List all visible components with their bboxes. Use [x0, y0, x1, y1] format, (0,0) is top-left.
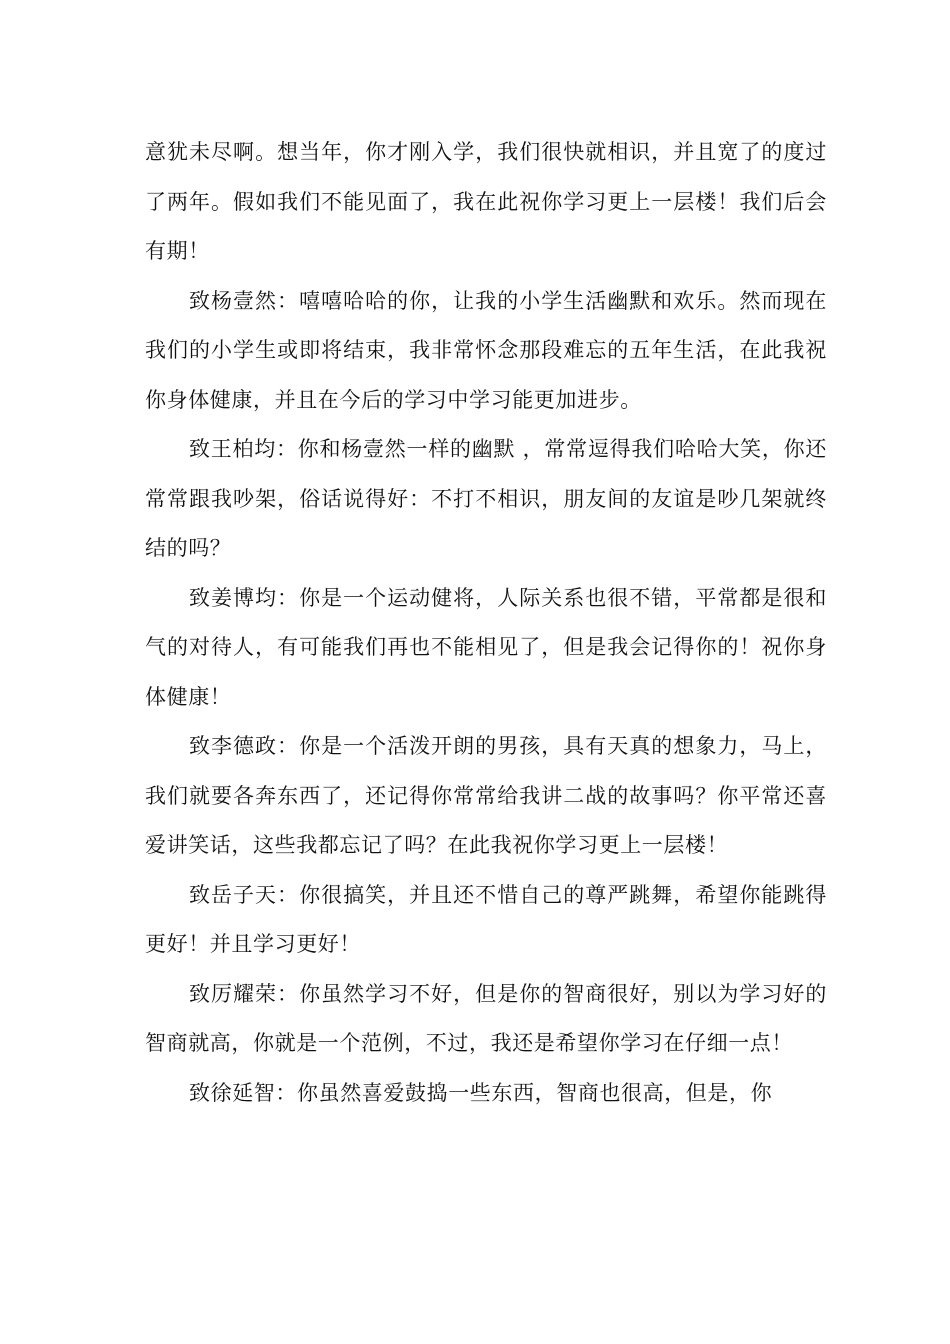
- paragraph-3: 致王柏均：你和杨壹然一样的幽默 ，常常逗得我们哈哈大笑，你还常常跟我吵架，俗话说得好：不打不相识，朋友间的友谊是吵几架就终结的吗？: [145, 437, 827, 560]
- paragraph-6: 致岳子天：你很搞笑，并且还不惜自己的尊严跳舞，希望你能跳得更好！并且学习更好！: [145, 882, 827, 956]
- paragraph-7: 致厉耀荣：你虽然学习不好，但是你的智商很好，别以为学习好的智商就高，你就是一个范例，不过，我还是希望你学习在仔细一点！: [145, 981, 827, 1055]
- paragraph-1: 意犹未尽啊。想当年，你才刚入学，我们很快就相识，并且宽了的度过了两年。假如我们不能见面了，我在此祝你学习更上一层楼！我们后会有期！: [145, 140, 827, 263]
- paragraph-8: 致徐延智：你虽然喜爱鼓捣一些东西，智商也很高，但是，你: [189, 1080, 773, 1105]
- paragraph-5: 致李德政：你是一个活泼开朗的男孩，具有天真的想象力，马上，我们就要各奔东西了，还记得你常常给我讲二战的故事吗？你平常还喜爱讲笑话，这些我都忘记了吗？在此我祝你学习更上一层楼！: [145, 734, 827, 857]
- paragraph-2: 致杨壹然：嘻嘻哈哈的你，让我的小学生活幽默和欢乐。然而现在我们的小学生或即将结束，我非常怀念那段难忘的五年生活，在此我祝你身体健康，并且在今后的学习中学习能更加进步。: [145, 288, 827, 412]
- document-body: [145, 128, 827, 1118]
- paragraph-4: 致姜博均：你是一个运动健将，人际关系也很不错，平常都是很和气的对待人，有可能我们再也不能相见了，但是我会记得你的！祝你身体健康！: [145, 585, 827, 709]
